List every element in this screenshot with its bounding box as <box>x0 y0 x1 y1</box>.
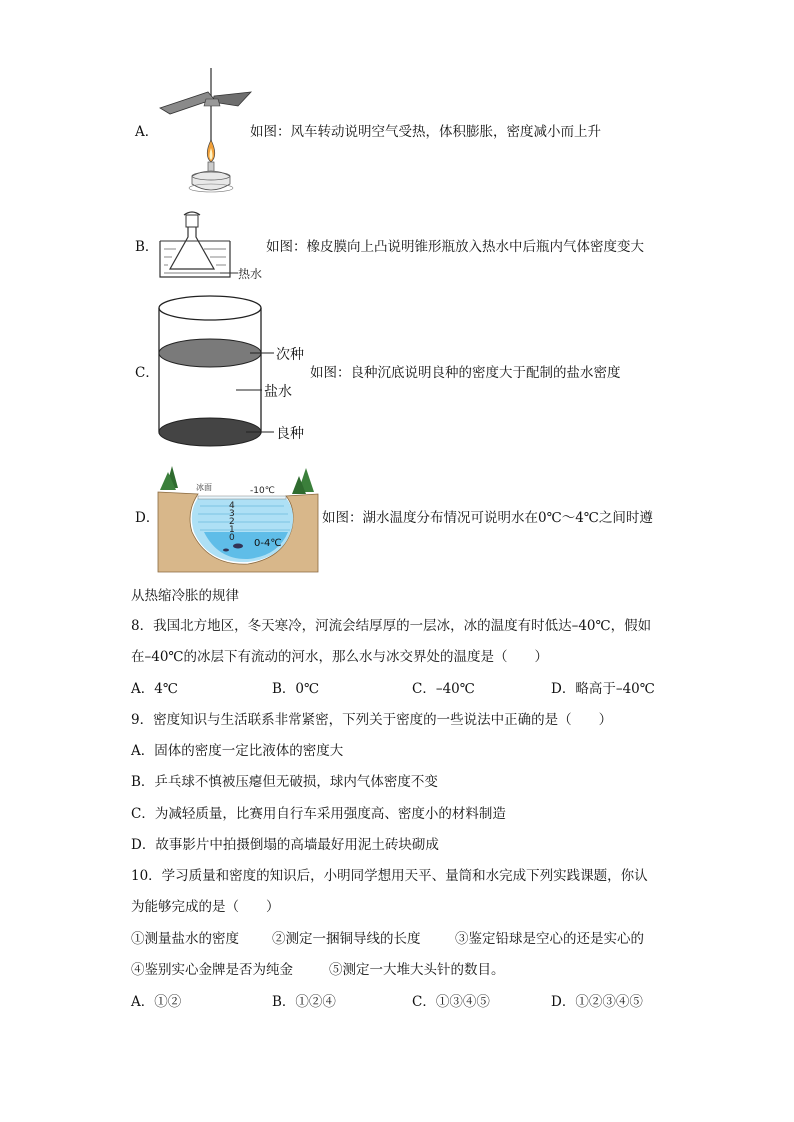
scale-3: 3 <box>229 509 235 519</box>
ice-surface-label: 冰面 <box>196 483 212 492</box>
inferior-seed-label: 次种 <box>276 347 304 363</box>
lake-temperature-figure <box>158 462 318 572</box>
q9-stem: 9．密度知识与生活联系非常紧密，下列关于密度的一些说法中正确的是（ ） <box>131 712 613 728</box>
q8-option-d: D．略高于–40℃ <box>551 681 655 697</box>
q8-option-b: B．0℃ <box>272 681 320 697</box>
option-d-letter: D． <box>135 510 160 526</box>
scale-2: 2 <box>229 517 235 527</box>
salt-water-seed-figure <box>158 294 318 454</box>
flask-hot-water-figure <box>158 207 263 287</box>
q10-option-a: A．①② <box>131 994 182 1010</box>
option-d-text-cont: 从热缩冷胀的规律 <box>131 588 239 604</box>
option-c-letter: C． <box>135 365 159 381</box>
option-c-text: 如图：良种沉底说明良种的密度大于配制的盐水密度 <box>310 365 621 381</box>
q8-option-a: A．4℃ <box>131 681 178 697</box>
q9-option-d: D．故事影片中拍摄倒塌的高墙最好用泥土砖块砌成 <box>131 837 439 853</box>
q8-stem-line1: 8．我国北方地区，冬天寒冷，河流会结厚厚的一层冰，冰的温度有时低达–40℃，假如 <box>131 618 652 634</box>
q10-item-4: ④鉴别实心金牌是否为纯金 <box>131 962 293 978</box>
hot-water-label: 热水 <box>238 267 263 281</box>
q10-stem-line2: 为能够完成的是（ ） <box>131 899 280 915</box>
option-a-letter: A． <box>135 124 159 140</box>
q8-stem-line2: 在–40℃的冰层下有流动的河水，那么水与冰交界处的温度是（ ） <box>131 649 549 665</box>
q9-option-a: A．固体的密度一定比液体的密度大 <box>131 743 344 759</box>
q10-item-2: ②测定一捆铜导线的长度 <box>272 931 421 947</box>
q10-item-3: ③鉴定铅球是空心的还是实心的 <box>455 931 644 947</box>
q10-item-1: ①测量盐水的密度 <box>131 931 239 947</box>
scale-4: 4 <box>229 501 235 511</box>
q10-option-c: C．①③④⑤ <box>412 994 490 1010</box>
q9-option-b: B．乒乓球不慎被压瘪但无破损，球内气体密度不变 <box>131 774 438 790</box>
option-d-text: 如图：湖水温度分布情况可说明水在0℃～4℃之间时遵 <box>322 510 653 526</box>
good-seed-label: 良种 <box>276 426 304 442</box>
q10-item-5: ⑤测定一大堆大头针的数目。 <box>329 962 505 978</box>
q8-option-c: C．–40℃ <box>412 681 475 697</box>
pinwheel-candle-figure <box>158 66 253 202</box>
q10-option-d: D．①②③④⑤ <box>551 994 643 1010</box>
bottom-temp-label: 0-4℃ <box>254 538 282 549</box>
scale-1: 1 <box>229 525 235 535</box>
fish-icon <box>233 544 243 549</box>
q9-option-c: C．为减轻质量，比赛用自行车采用强度高、密度小的材料制造 <box>131 806 506 822</box>
salt-water-label: 盐水 <box>264 384 292 400</box>
air-temp-label: -10℃ <box>250 486 275 496</box>
q10-stem-line1: 10．学习质量和密度的知识后，小明同学想用天平、量筒和水完成下列实践课题，你认 <box>131 868 648 884</box>
option-b-text: 如图：橡皮膜向上凸说明锥形瓶放入热水中后瓶内气体密度变大 <box>266 239 644 255</box>
option-b-letter: B． <box>135 239 159 255</box>
q10-option-b: B．①②④ <box>272 994 336 1010</box>
scale-0: 0 <box>229 533 235 543</box>
option-a-text: 如图：风车转动说明空气受热，体积膨胀，密度减小而上升 <box>250 124 601 140</box>
fish-icon <box>223 549 229 552</box>
